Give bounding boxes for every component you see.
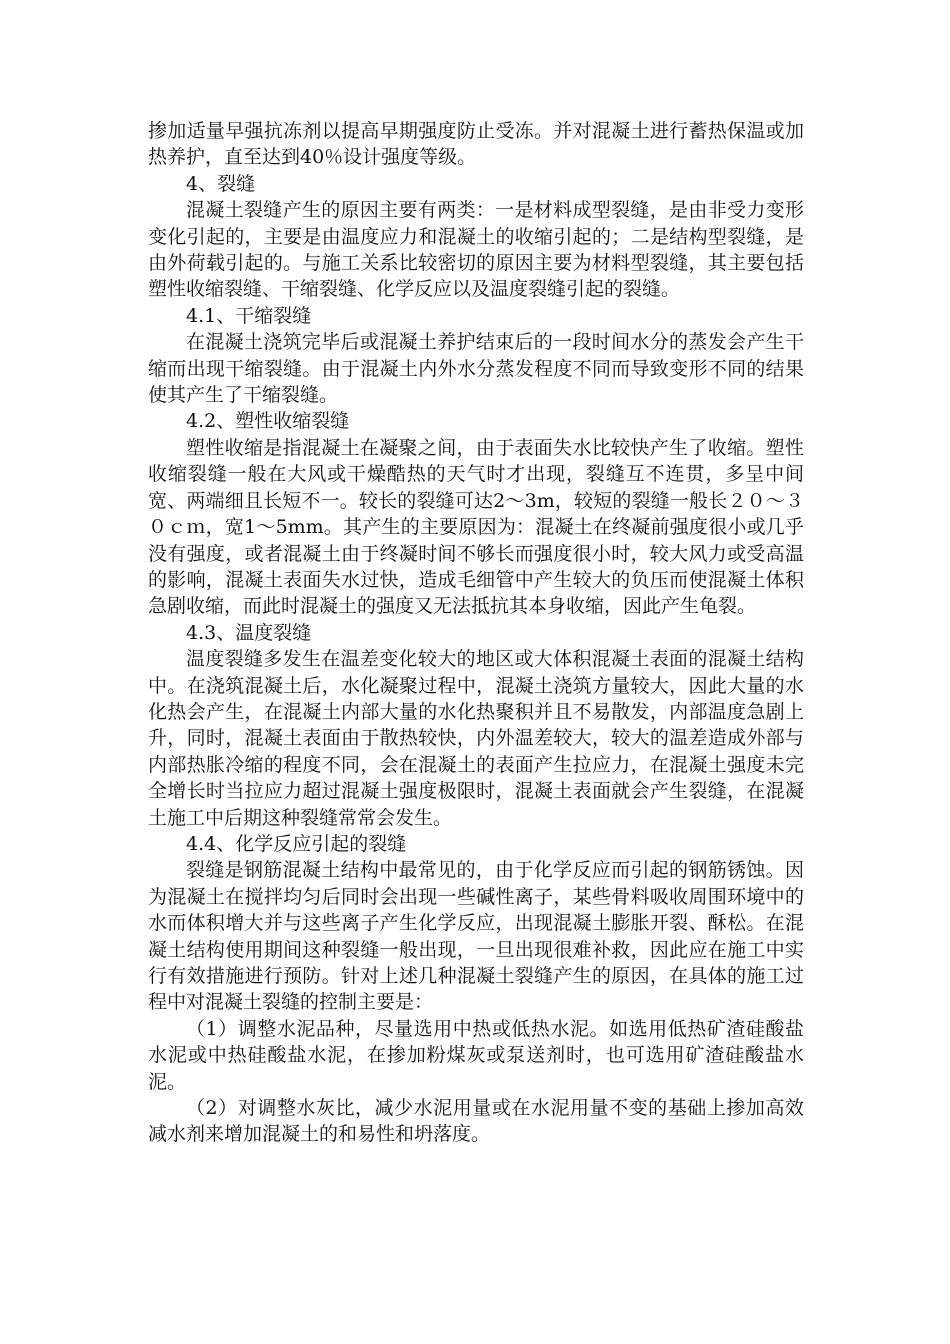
section-heading-temperature: 4.3、温度裂缝 (186, 621, 312, 644)
paragraph-chemical: 裂缝是钢筋混凝土结构中最常见的，由于化学反应而引起的钢筋锈蚀。因为混凝土在搅拌均匀后同时会出现一些碱性离子，某些骨料吸收周围环境中的水而体积增大并与这些离子产生化学反应，出现混凝土膨胀开裂、酥松。在混凝土结构使用期间这种裂缝一般出现，一旦出现很难补救，因此应在施工中实行有效措施进行预防。针对上述几种混凝土裂缝产生的原因，在具体的施工过程中对混凝土裂缝的控制主要是： (148, 859, 804, 1014)
list-item-1: （1）调整水泥品种，尽量选用中热或低热水泥。如选用低热矿渣硅酸盐水泥或中热硅酸盐水泥，在掺加粉煤灰或泵送剂时，也可选用矿渣硅酸盐水泥。 (148, 1017, 804, 1093)
paragraph-plastic-shrinkage: 塑性收缩是指混凝土在凝聚之间，由于表面失水比较快产生了收缩。塑性收缩裂缝一般在大风或干燥酷热的天气时才出现，裂缝互不连贯，多呈中间宽、两端细且长短不一。较长的裂缝可达2～3m，较短的裂缝一般长２０～３０ｃｍ，宽1～5mm。其产生的主要原因为：混凝土在终凝前强度很小或几乎没有强度，或者混凝土由于终凝时间不够长而强度很小时，较大风力或受高温的影响，混凝土表面失水过快，造成毛细管中产生较大的负压而使混凝土体积急剧收缩，而此时混凝土的强度又无法抵抗其本身收缩，因此产生龟裂。 (148, 436, 804, 618)
section-heading-cracks: 4、裂缝 (186, 172, 256, 195)
list-item-2: （2）对调整水灰比，减少水泥用量或在水泥用量不变的基础上掺加高效减水剂来增加混凝土的和易性和坍落度。 (148, 1097, 804, 1146)
paragraph-temperature: 温度裂缝多发生在温差变化较大的地区或大体积混凝土表面的混凝土结构中。在浇筑混凝土后，水化凝聚过程中，混凝土浇筑方量较大，因此大量的水化热会产生，在混凝土内部大量的水化热聚积并且不易散发，内部温度急剧上升，同时，混凝土表面由于散热较快，内外温差较大，较大的温差造成外部与内部热胀冷缩的程度不同，会在混凝土的表面产生拉应力，在混凝土强度未完全增长时当拉应力超过混凝土强度极限时，混凝土表面就会产生裂缝，在混凝土施工中后期这种裂缝常常会发生。 (148, 648, 804, 829)
section-heading-chemical: 4.4、化学反应引起的裂缝 (186, 832, 407, 855)
paragraph-continuation: 掺加适量早强抗冻剂以提高早期强度防止受冻。并对混凝土进行蓄热保温或加热养护，直至达到40％设计强度等级。 (148, 120, 804, 169)
section-heading-dry-shrinkage: 4.1、干缩裂缝 (186, 304, 312, 327)
section-heading-plastic-shrinkage: 4.2、塑性收缩裂缝 (186, 410, 350, 433)
document-body (148, 118, 804, 1148)
paragraph-dry-shrinkage: 在混凝土浇筑完毕后或混凝土养护结束后的一段时间水分的蒸发会产生干缩而出现干缩裂缝。由于混凝土内外水分蒸发程度不同而导致变形不同的结果使其产生了干缩裂缝。 (148, 331, 804, 407)
paragraph-crack-causes: 混凝土裂缝产生的原因主要有两类：一是材料成型裂缝，是由非受力变形变化引起的，主要是由温度应力和混凝土的收缩引起的；二是结构型裂缝，是由外荷载引起的。与施工关系比较密切的原因主要为材料型裂缝，其主要包括塑性收缩裂缝、干缩裂缝、化学反应以及温度裂缝引起的裂缝。 (148, 199, 804, 301)
